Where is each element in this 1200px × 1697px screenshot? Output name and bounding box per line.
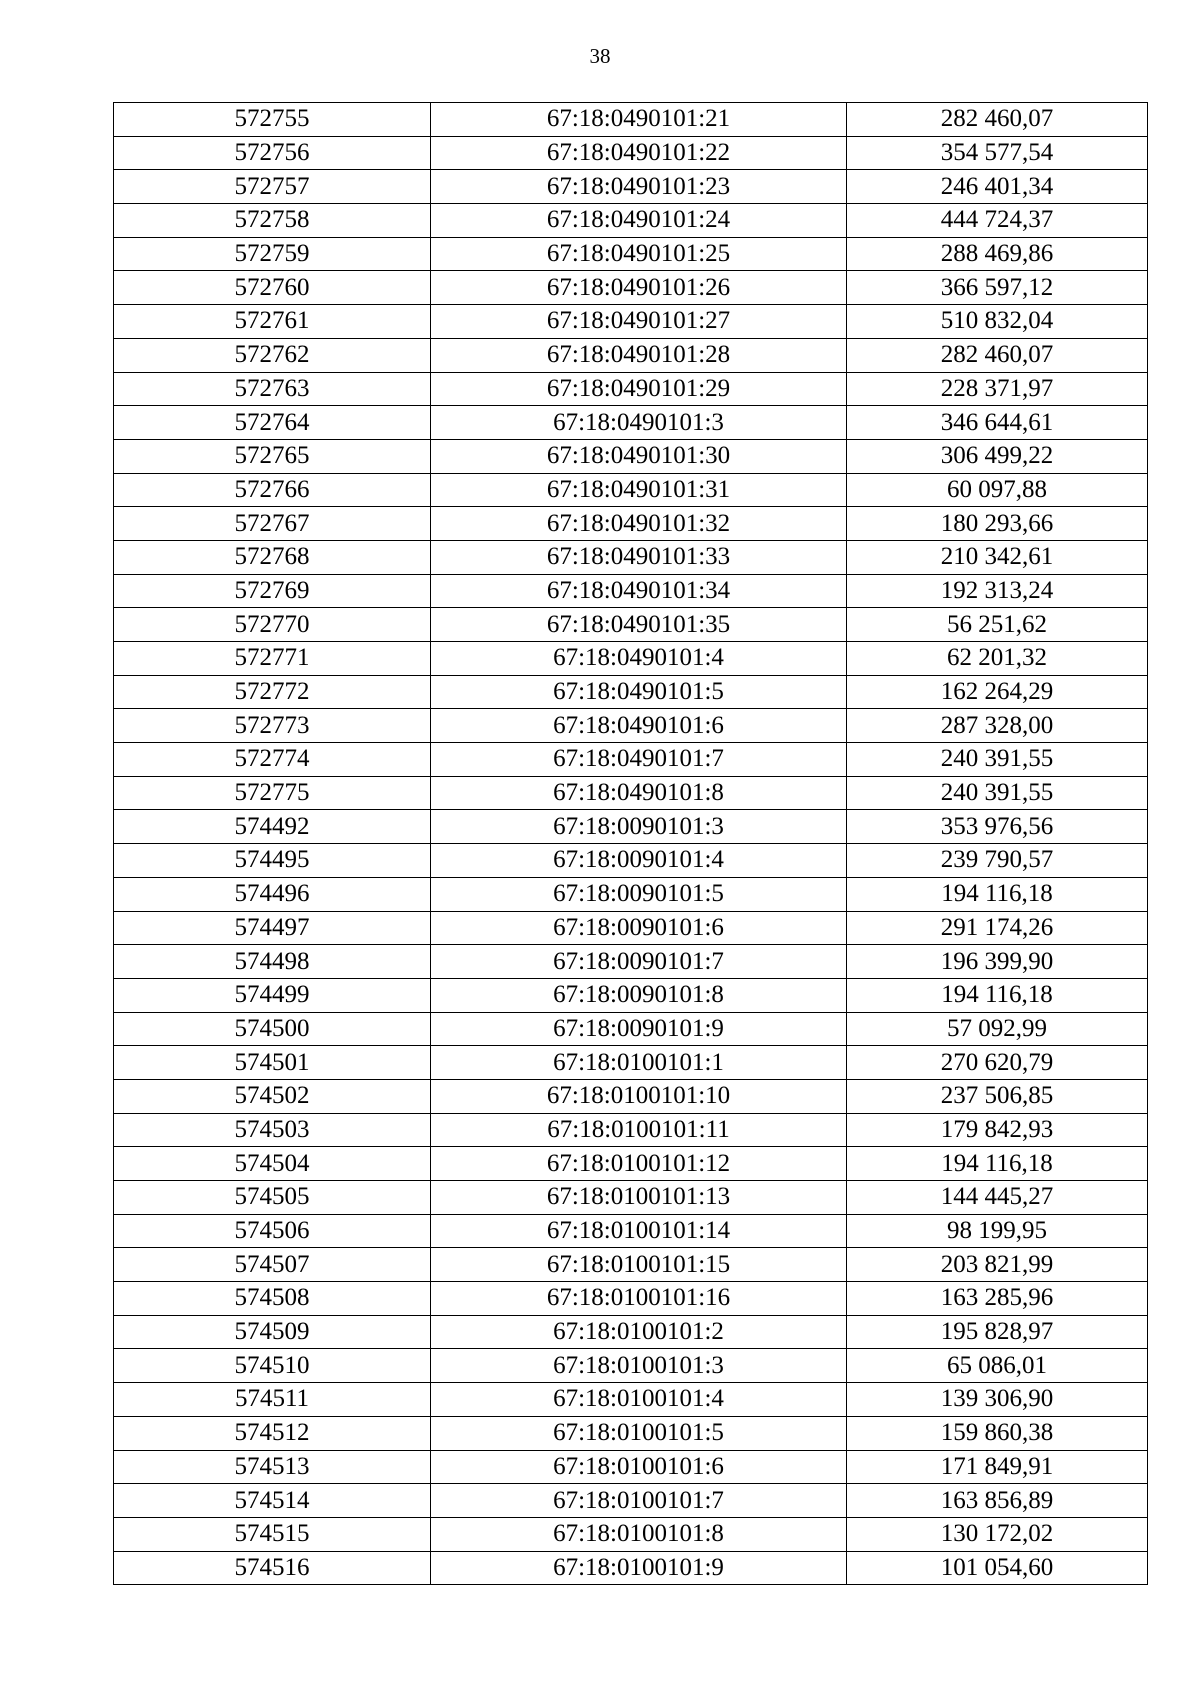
cadastral-value-cell: 60 097,88 [847,473,1148,507]
table-row [114,1349,1148,1383]
cadastral-value-cell: 353 976,56 [847,810,1148,844]
cadastral-value-cell: 192 313,24 [847,574,1148,608]
record-number-cell: 572765 [114,439,431,473]
cadastral-value-cell: 162 264,29 [847,675,1148,709]
cadastral-value-cell: 240 391,55 [847,743,1148,777]
cadastral-number-cell: 67:18:0090101:5 [431,877,847,911]
cadastral-value-cell: 282 460,07 [847,338,1148,372]
record-number-cell: 572764 [114,406,431,440]
cadastral-number-cell: 67:18:0090101:7 [431,945,847,979]
table-row [114,1012,1148,1046]
record-number-cell: 574499 [114,978,431,1012]
record-number-cell: 574498 [114,945,431,979]
table-row [114,978,1148,1012]
table-row [114,776,1148,810]
record-number-cell: 572772 [114,675,431,709]
cadastral-number-cell: 67:18:0100101:12 [431,1147,847,1181]
record-number-cell: 574501 [114,1046,431,1080]
cadastral-number-cell: 67:18:0090101:8 [431,978,847,1012]
table-row [114,1282,1148,1316]
cadastral-number-cell: 67:18:0100101:8 [431,1517,847,1551]
cadastral-number-cell: 67:18:0100101:1 [431,1046,847,1080]
record-number-cell: 572759 [114,237,431,271]
cadastral-value-cell: 144 445,27 [847,1181,1148,1215]
cadastral-number-cell: 67:18:0490101:22 [431,136,847,170]
table-row [114,473,1148,507]
cadastral-number-cell: 67:18:0100101:4 [431,1383,847,1417]
cadastral-value-cell: 287 328,00 [847,709,1148,743]
table-row [114,1517,1148,1551]
cadastral-value-cell: 246 401,34 [847,170,1148,204]
cadastral-number-cell: 67:18:0490101:35 [431,608,847,642]
cadastral-value-cell: 203 821,99 [847,1248,1148,1282]
cadastral-value-cell: 194 116,18 [847,978,1148,1012]
cadastral-value-cell: 228 371,97 [847,372,1148,406]
cadastral-value-cell: 366 597,12 [847,271,1148,305]
cadastral-number-cell: 67:18:0490101:25 [431,237,847,271]
cadastral-number-cell: 67:18:0100101:6 [431,1450,847,1484]
record-number-cell: 574514 [114,1484,431,1518]
cadastral-value-cell: 270 620,79 [847,1046,1148,1080]
record-number-cell: 574495 [114,844,431,878]
table-row [114,204,1148,238]
cadastral-number-cell: 67:18:0490101:7 [431,743,847,777]
cadastral-number-cell: 67:18:0490101:26 [431,271,847,305]
cadastral-number-cell: 67:18:0490101:29 [431,372,847,406]
cadastral-number-cell: 67:18:0100101:9 [431,1551,847,1585]
record-number-cell: 572755 [114,103,431,137]
record-number-cell: 574504 [114,1147,431,1181]
cadastral-number-cell: 67:18:0490101:6 [431,709,847,743]
cadastral-number-cell: 67:18:0490101:23 [431,170,847,204]
record-number-cell: 574492 [114,810,431,844]
cadastral-value-cell: 194 116,18 [847,877,1148,911]
cadastral-number-cell: 67:18:0490101:33 [431,540,847,574]
table-row [114,1551,1148,1585]
record-number-cell: 574507 [114,1248,431,1282]
record-number-cell: 572775 [114,776,431,810]
table-row [114,237,1148,271]
page-number: 38 [589,44,611,68]
record-number-cell: 572763 [114,372,431,406]
cadastral-value-cell: 282 460,07 [847,103,1148,137]
cadastral-value-cell: 239 790,57 [847,844,1148,878]
cadastral-value-cell: 62 201,32 [847,642,1148,676]
record-number-cell: 572773 [114,709,431,743]
record-number-cell: 572756 [114,136,431,170]
cadastral-number-cell: 67:18:0100101:3 [431,1349,847,1383]
cadastral-number-cell: 67:18:0490101:27 [431,305,847,339]
table-row [114,540,1148,574]
cadastral-value-cell: 346 644,61 [847,406,1148,440]
table-row [114,1214,1148,1248]
cadastral-number-cell: 67:18:0490101:4 [431,642,847,676]
table-body [114,103,1148,1585]
table-row [114,945,1148,979]
table-row [114,675,1148,709]
record-number-cell: 574511 [114,1383,431,1417]
cadastral-number-cell: 67:18:0490101:34 [431,574,847,608]
record-number-cell: 574496 [114,877,431,911]
cadastral-value-cell: 240 391,55 [847,776,1148,810]
record-number-cell: 572761 [114,305,431,339]
cadastral-number-cell: 67:18:0490101:31 [431,473,847,507]
record-number-cell: 572758 [114,204,431,238]
record-number-cell: 572757 [114,170,431,204]
table-row [114,406,1148,440]
table-row [114,911,1148,945]
cadastral-value-cell: 194 116,18 [847,1147,1148,1181]
cadastral-number-cell: 67:18:0490101:8 [431,776,847,810]
table-row [114,709,1148,743]
record-number-cell: 572766 [114,473,431,507]
cadastral-value-cell: 65 086,01 [847,1349,1148,1383]
cadastral-value-cell: 306 499,22 [847,439,1148,473]
record-number-cell: 574502 [114,1079,431,1113]
table-row [114,439,1148,473]
table-row [114,743,1148,777]
record-number-cell: 572767 [114,507,431,541]
record-number-cell: 572769 [114,574,431,608]
cadastral-value-cell: 288 469,86 [847,237,1148,271]
table-row [114,1315,1148,1349]
table-row [114,1248,1148,1282]
cadastral-value-cell: 57 092,99 [847,1012,1148,1046]
table-row [114,642,1148,676]
cadastral-number-cell: 67:18:0090101:9 [431,1012,847,1046]
cadastral-number-cell: 67:18:0100101:7 [431,1484,847,1518]
cadastral-value-cell: 101 054,60 [847,1551,1148,1585]
cadastral-value-cell: 237 506,85 [847,1079,1148,1113]
cadastral-value-cell: 163 856,89 [847,1484,1148,1518]
record-number-cell: 572770 [114,608,431,642]
cadastral-number-cell: 67:18:0100101:14 [431,1214,847,1248]
record-number-cell: 574510 [114,1349,431,1383]
cadastral-value-cell: 444 724,37 [847,204,1148,238]
cadastral-number-cell: 67:18:0100101:2 [431,1315,847,1349]
table-row [114,1484,1148,1518]
cadastral-number-cell: 67:18:0490101:21 [431,103,847,137]
cadastral-number-cell: 67:18:0100101:15 [431,1248,847,1282]
table-row [114,271,1148,305]
cadastral-number-cell: 67:18:0090101:3 [431,810,847,844]
record-number-cell: 572771 [114,642,431,676]
record-number-cell: 574506 [114,1214,431,1248]
record-number-cell: 574513 [114,1450,431,1484]
cadastral-number-cell: 67:18:0490101:3 [431,406,847,440]
table-row [114,877,1148,911]
table-row [114,844,1148,878]
table-row [114,1383,1148,1417]
table-row [114,170,1148,204]
cadastral-number-cell: 67:18:0100101:5 [431,1416,847,1450]
cadastral-number-cell: 67:18:0100101:13 [431,1181,847,1215]
cadastral-number-cell: 67:18:0090101:6 [431,911,847,945]
table-row [114,1450,1148,1484]
cadastral-number-cell: 67:18:0490101:24 [431,204,847,238]
cadastral-value-cell: 163 285,96 [847,1282,1148,1316]
cadastral-number-cell: 67:18:0490101:28 [431,338,847,372]
cadastral-number-cell: 67:18:0090101:4 [431,844,847,878]
record-number-cell: 572768 [114,540,431,574]
table-row [114,608,1148,642]
cadastral-number-cell: 67:18:0100101:10 [431,1079,847,1113]
cadastral-value-cell: 291 174,26 [847,911,1148,945]
record-number-cell: 572762 [114,338,431,372]
record-number-cell: 574503 [114,1113,431,1147]
cadastral-value-cell: 130 172,02 [847,1517,1148,1551]
cadastral-value-cell: 171 849,91 [847,1450,1148,1484]
table-row [114,136,1148,170]
cadastral-number-cell: 67:18:0100101:11 [431,1113,847,1147]
cadastral-value-cell: 210 342,61 [847,540,1148,574]
table-row [114,305,1148,339]
table-row [114,372,1148,406]
table-row [114,1079,1148,1113]
table-row [114,1113,1148,1147]
table-row [114,1416,1148,1450]
cadastral-value-cell: 510 832,04 [847,305,1148,339]
cadastral-value-table [113,102,1148,1585]
record-number-cell: 574500 [114,1012,431,1046]
cadastral-value-cell: 179 842,93 [847,1113,1148,1147]
record-number-cell: 574509 [114,1315,431,1349]
cadastral-value-cell: 195 828,97 [847,1315,1148,1349]
cadastral-value-cell: 354 577,54 [847,136,1148,170]
record-number-cell: 572760 [114,271,431,305]
cadastral-value-cell: 196 399,90 [847,945,1148,979]
cadastral-number-cell: 67:18:0490101:32 [431,507,847,541]
cadastral-value-cell: 56 251,62 [847,608,1148,642]
cadastral-number-cell: 67:18:0490101:30 [431,439,847,473]
record-number-cell: 574508 [114,1282,431,1316]
cadastral-value-cell: 180 293,66 [847,507,1148,541]
record-number-cell: 572774 [114,743,431,777]
table-row [114,1046,1148,1080]
table-row [114,338,1148,372]
cadastral-number-cell: 67:18:0100101:16 [431,1282,847,1316]
table-row [114,103,1148,137]
record-number-cell: 574505 [114,1181,431,1215]
cadastral-value-cell: 98 199,95 [847,1214,1148,1248]
cadastral-number-cell: 67:18:0490101:5 [431,675,847,709]
table-row [114,507,1148,541]
cadastral-value-cell: 159 860,38 [847,1416,1148,1450]
record-number-cell: 574516 [114,1551,431,1585]
cadastral-value-cell: 139 306,90 [847,1383,1148,1417]
record-number-cell: 574515 [114,1517,431,1551]
record-number-cell: 574512 [114,1416,431,1450]
table-row [114,574,1148,608]
table-row [114,1147,1148,1181]
record-number-cell: 574497 [114,911,431,945]
table-row [114,1181,1148,1215]
table-row [114,810,1148,844]
